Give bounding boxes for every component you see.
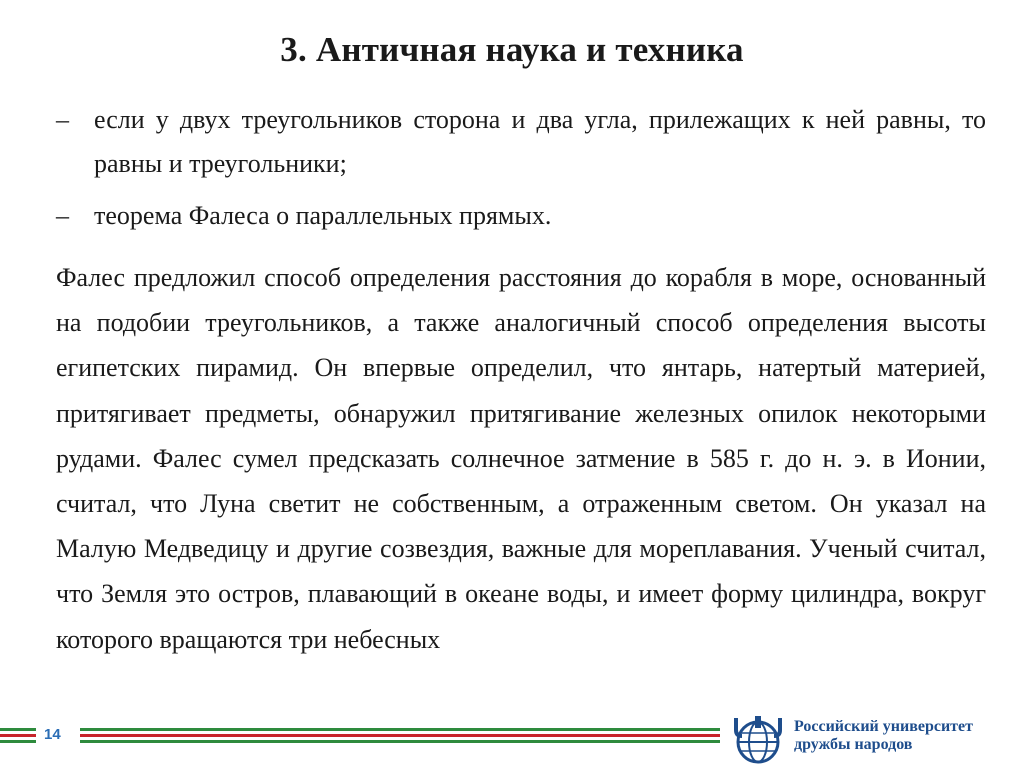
page-number: 14	[44, 726, 61, 743]
stripe-green	[80, 740, 720, 743]
rudn-globe-emblem-icon	[730, 714, 786, 766]
bullet-list	[56, 98, 986, 246]
slide-title: 3. Античная наука и техника	[280, 30, 744, 69]
body-paragraph: Фалес предложил способ определения расстояния до корабля в море, основанный на подобии треугольников, а также аналогичный способ определения высоты египетских пирамид. Он впервые определил, что янтарь, натертый материей, притягивает предметы, обнаружил притягивание железных опилок некоторыми рудами. Фалес сумел предсказать солнечное затмение в 585 г. до н. э. в Ионии, считал, что Луна светит не собственным, а отраженным светом. Он указал на Малую Медведицу и другие созвездия, важные для мореплавания. Ученый считал, что Земля это остров, плавающий в океане воды, и имеет форму цилиндра, вокруг которого вращаются три небесных	[56, 263, 986, 654]
university-logo	[722, 712, 1022, 767]
slide-footer	[0, 712, 1024, 767]
footer-stripes-left	[0, 728, 36, 746]
logo-line-1: Российский университет	[794, 718, 973, 735]
bullet-text: если у двух треугольников сторона и два угла, прилежащих к ней равны, то равны и треугольники;	[94, 105, 986, 178]
bullet-dash: –	[56, 105, 69, 134]
logo-text	[794, 718, 973, 754]
bullet-text: теорема Фалеса о параллельных прямых.	[94, 201, 552, 230]
stripe-red	[80, 734, 720, 737]
stripe-green	[0, 728, 36, 731]
footer-stripes-right	[80, 728, 720, 746]
stripe-green	[0, 740, 36, 743]
stripe-green	[80, 728, 720, 731]
bullet-item-1	[56, 98, 986, 186]
stripe-red	[0, 734, 36, 737]
logo-line-2: дружбы народов	[794, 736, 913, 753]
bullet-dash: –	[56, 201, 69, 230]
bullet-item-2	[56, 194, 986, 238]
